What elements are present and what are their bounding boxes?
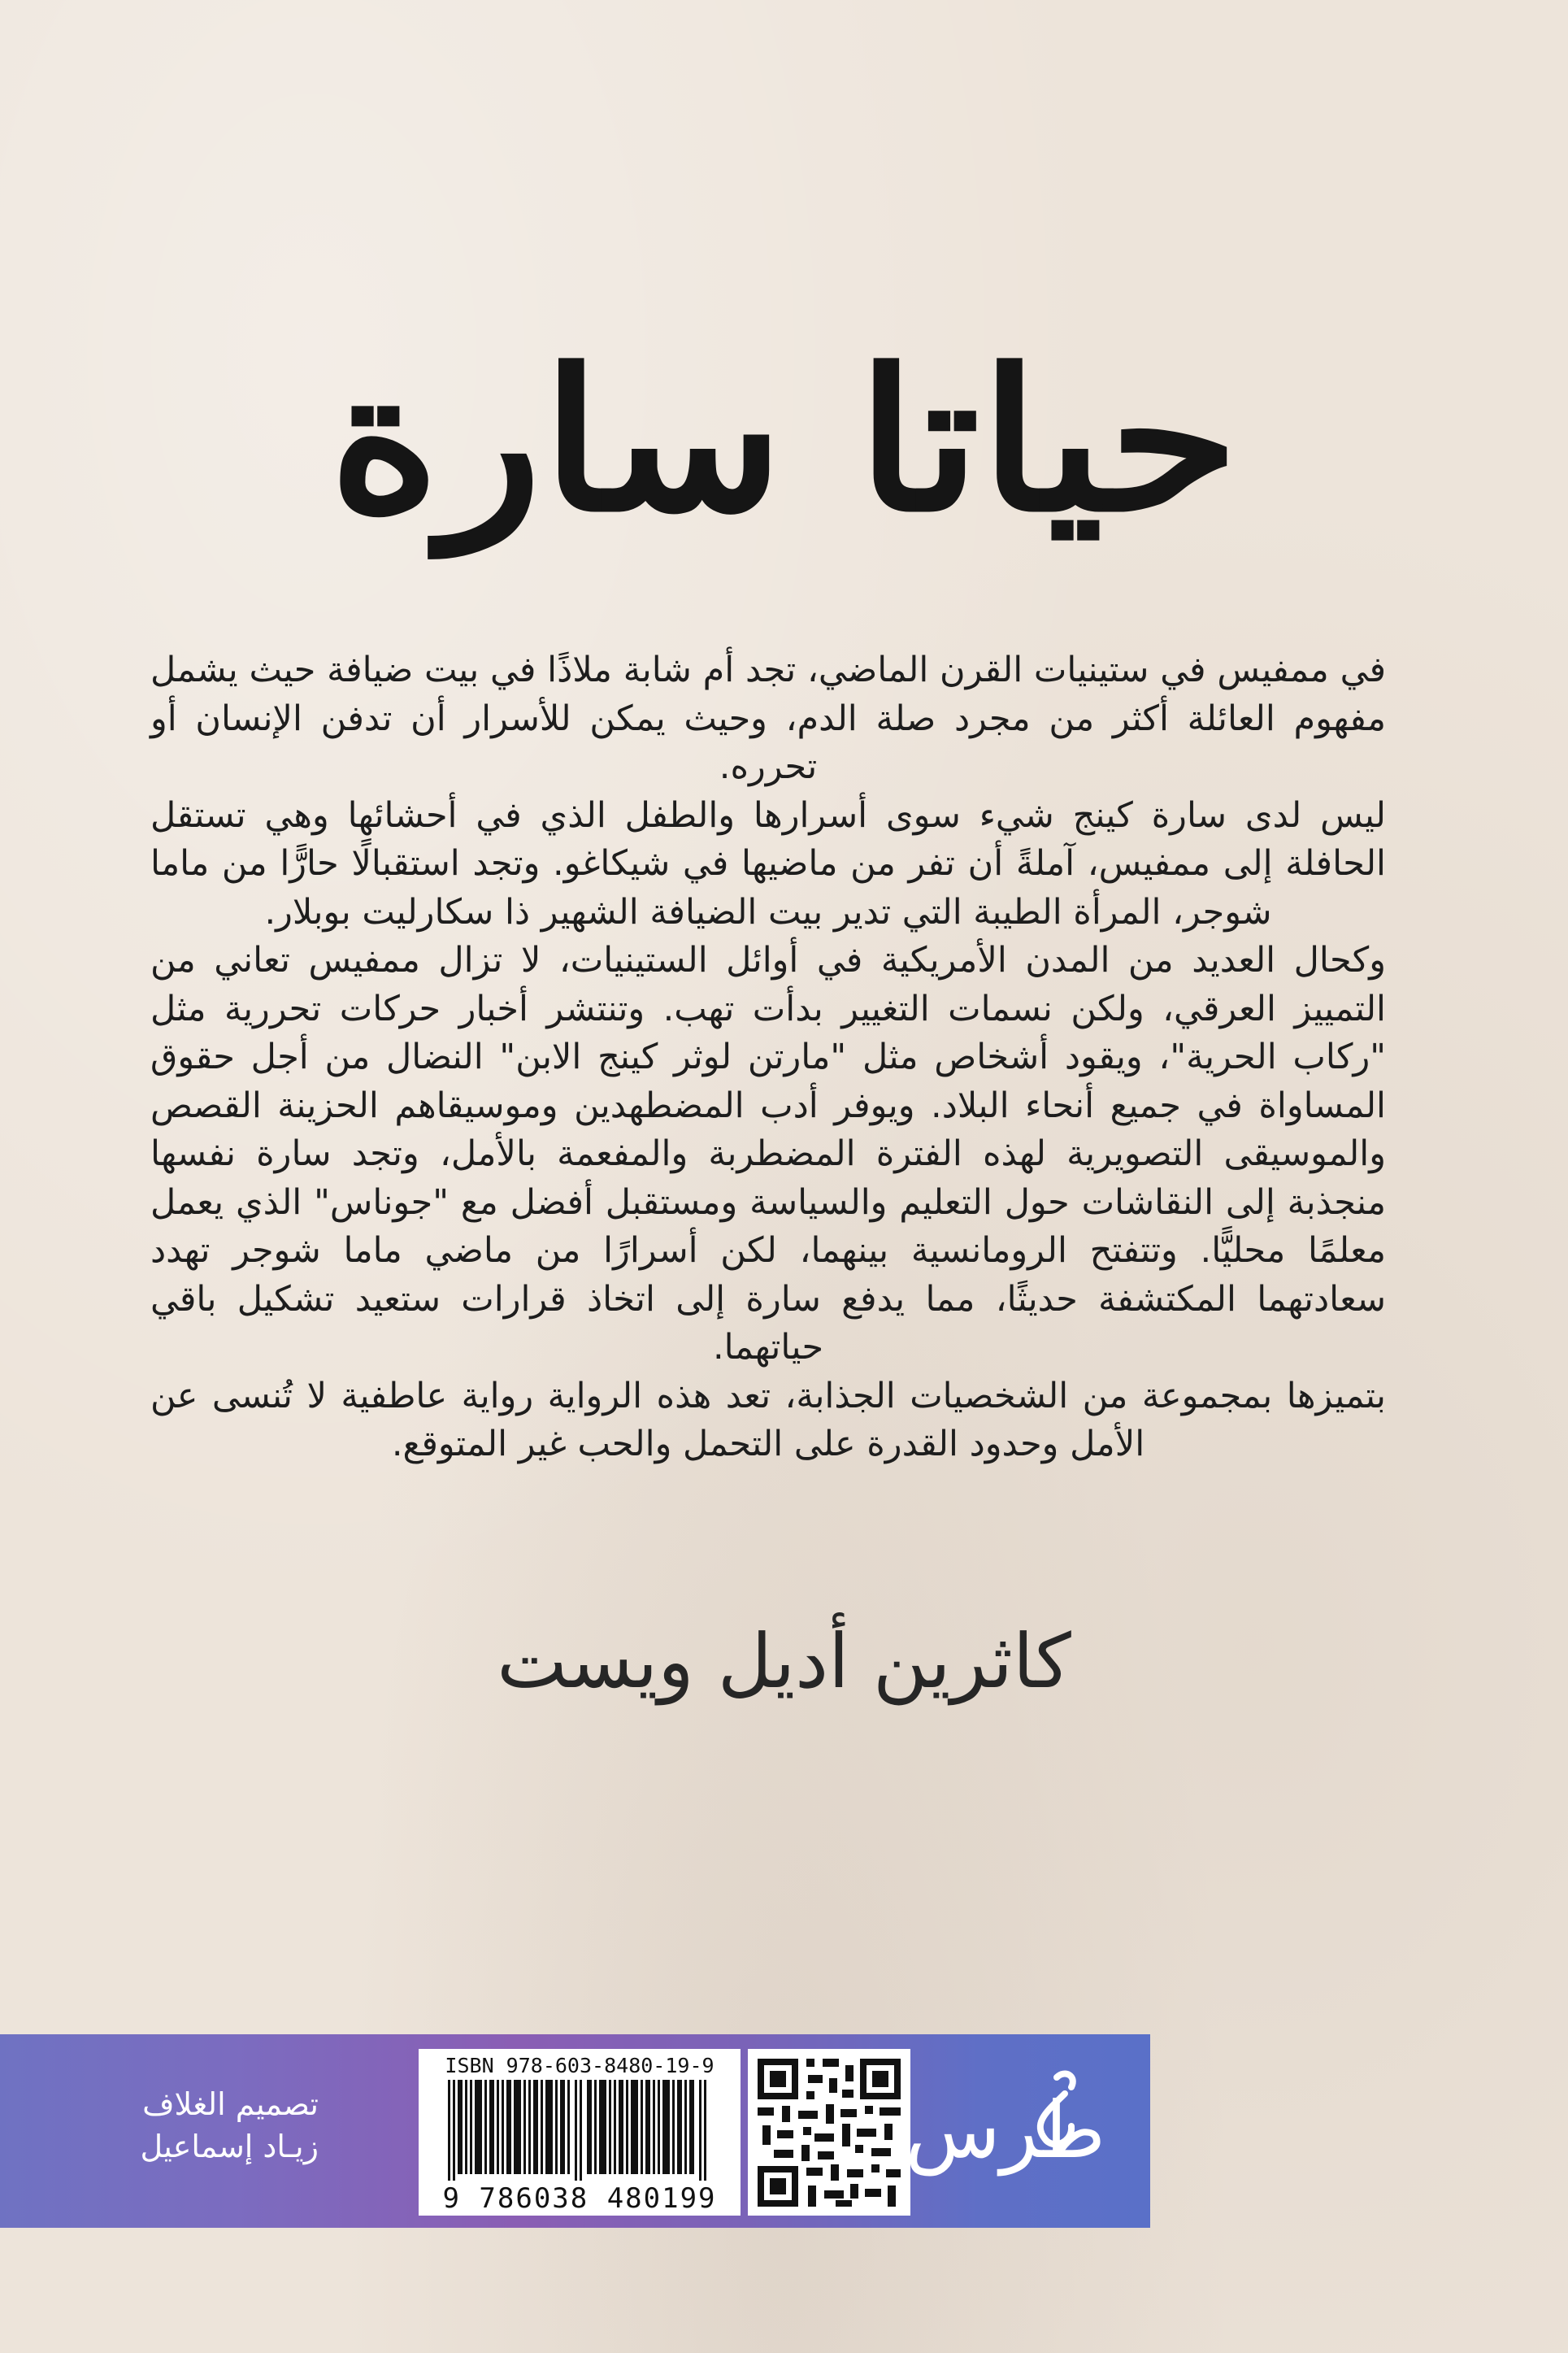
author-name: كاثرين أديل ويست <box>497 1618 1071 1705</box>
designer-name: زيـاد إسماعيل <box>140 2129 319 2164</box>
blurb-paragraph: ليس لدى سارة كينج شيء سوى أسرارها والطفل الذي في أحشائها وهي تستقل الحافلة إلى ممفيس، آملةً أن تفر من ماضيها في شيكاغو. وتجد استقبالًا حارًّا من ماما شوجر، المرأة الطيبة التي تدير بيت الضيافة الشهير ذا سكارليت بوبلار. <box>150 794 1386 933</box>
back-cover-blurb <box>150 646 1386 1469</box>
book-title: حياتا سارة <box>328 327 1240 555</box>
isbn-barcode <box>419 2049 741 2216</box>
cover-design-credit <box>75 2083 319 2168</box>
publisher-logo-text: طرس <box>905 2085 1105 2176</box>
isbn-digits: 9 786038 480199 <box>442 2182 717 2215</box>
qr-code <box>748 2049 910 2216</box>
blurb-paragraph: بتميزها بمجموعة من الشخصيات الجذابة، تعد هذه الرواية رواية عاطفية لا تُنسى عن الأمل وحدود القدرة على التحمل والحب غير المتوقع. <box>150 1375 1386 1464</box>
barcode-graphic <box>448 2080 711 2181</box>
isbn-label: ISBN 978-603-8480-19-9 <box>445 2054 715 2077</box>
blurb-paragraph: في ممفيس في ستينيات القرن الماضي، تجد أم شابة ملاذًا في بيت ضيافة حيث يشمل مفهوم العائلة أكثر من مجرد صلة الدم، وحيث يمكن للأسرار أن تدفن الإنسان أو تحرره. <box>150 650 1386 787</box>
cover-design-label: تصميم الغلاف <box>142 2086 319 2122</box>
blurb-paragraph: وكحال العديد من المدن الأمريكية في أوائل الستينيات، لا تزال ممفيس تعاني من التمييز العرقي، ولكن نسمات التغيير بدأت تهب. وتنتشر أخبار حركات تحررية مثل "ركاب الحرية"، ويقود أشخاص مثل "مارتن لوثر كينج الابن" النضال من أجل حقوق المساواة في جميع أنحاء البلاد. ويوفر أدب المضطهدين وموسيقاهم الحزينة القصص والموسيقى التصويرية لهذه الفترة المضطربة والمفعمة بالأمل، وتجد سارة نفسها منجذبة إلى النقاشات حول التعليم والسياسة ومستقبل أفضل مع "جوناس" الذي يعمل معلمًا محليًّا. وتتفتح الرومانسية بينهما، لكن أسرارًا من ماضي ماما شوجر تهدد سعادتهما المكتشفة حديثًا، مما يدفع سارة إلى اتخاذ قرارات ستعيد تشكيل باقي حياتهما. <box>150 940 1386 1368</box>
qr-code-graphic <box>758 2059 901 2207</box>
